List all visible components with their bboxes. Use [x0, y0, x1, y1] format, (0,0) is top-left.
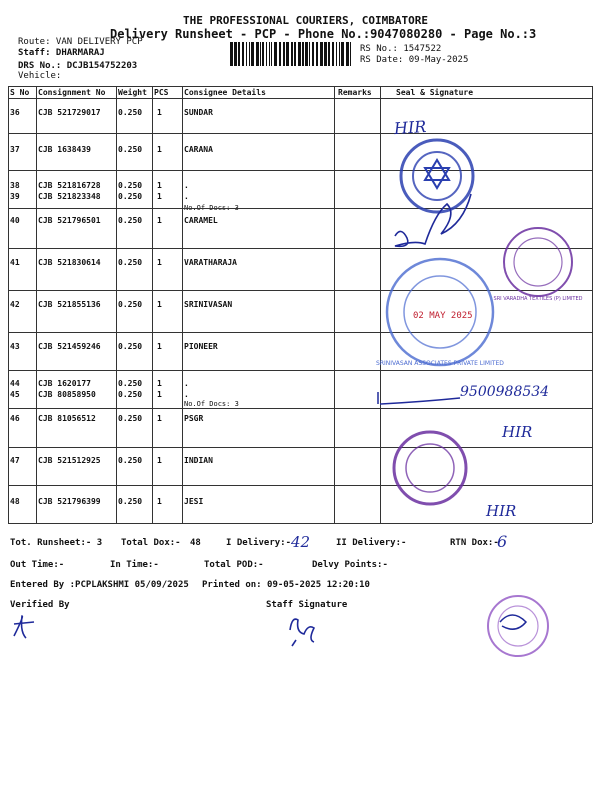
- verified-by: Verified By: [10, 600, 70, 610]
- docs-note: No.Of Docs: 3: [184, 204, 239, 212]
- col-seal: Seal & Signature: [396, 88, 474, 97]
- cell-cno: CJB 521512925: [38, 456, 101, 465]
- rtn-dox-handwritten: 6: [497, 532, 508, 551]
- cell-name: INDIAN: [184, 456, 213, 465]
- cell-cno: CJB 521855136: [38, 300, 101, 309]
- cell-sno: 46: [10, 414, 20, 423]
- cell-cno: CJB 521459246: [38, 342, 101, 351]
- company-title: THE PROFESSIONAL COURIERS, COIMBATORE: [183, 14, 429, 27]
- rtn-dox-label: RTN Dox:-: [450, 538, 499, 548]
- ii-delivery-label: II Delivery:-: [336, 538, 407, 548]
- cell-name: CARANA: [184, 145, 213, 154]
- cell-wt: 0.250: [118, 181, 143, 190]
- drs-number: DRS No.: DCJB154752203: [18, 61, 138, 71]
- cell-name: PIONEER: [184, 342, 218, 351]
- cell-wt: 0.250: [118, 414, 143, 423]
- i-delivery-handwritten: 42: [291, 533, 311, 551]
- col-consignee: Consignee Details: [184, 88, 266, 97]
- cell-pcs: 1: [157, 379, 162, 388]
- stamp-date: 02 MAY 2025: [413, 311, 473, 321]
- varadha-stamp: [504, 228, 572, 296]
- srinivasan-stamp-text: SRINIVASAN ASSOCIATES PRIVATE LIMITED: [376, 360, 504, 367]
- handwritten-phone: 9500988534: [460, 384, 550, 400]
- cell-cno: CJB 521796399: [38, 497, 101, 506]
- bottom-purple-stamp: [488, 596, 548, 656]
- cell-sno: 45: [10, 390, 20, 399]
- cell-name: .: [184, 181, 189, 190]
- col-sno: S No: [10, 88, 30, 97]
- cell-name: .: [184, 390, 189, 399]
- cell-sno: 39: [10, 192, 20, 201]
- cell-wt: 0.250: [118, 497, 143, 506]
- cell-wt: 0.250: [118, 456, 143, 465]
- cell-sno: 43: [10, 342, 20, 351]
- total-dox-label: Total Dox:-: [121, 538, 181, 548]
- cell-pcs: 1: [157, 497, 162, 506]
- docs-note: No.Of Docs: 3: [184, 400, 239, 408]
- handwritten-sig-1: HIR: [393, 116, 427, 139]
- cell-wt: 0.250: [118, 192, 143, 201]
- runsheet-title: Delivery Runsheet - PCP - Phone No.:9047080280 - Page No.:3: [110, 27, 537, 41]
- i-delivery-label: I Delivery:-: [226, 538, 292, 548]
- cell-pcs: 1: [157, 300, 162, 309]
- col-pcs: PCS: [154, 88, 169, 97]
- in-time: In Time:-: [110, 560, 159, 570]
- cell-cno: CJB 521796501: [38, 216, 101, 225]
- entered-by: Entered By :PCPLAKSHMI 05/09/2025: [10, 580, 189, 590]
- cell-cno: CJB 81056512: [38, 414, 96, 423]
- cell-cno: CJB 1638439: [38, 145, 91, 154]
- cell-name: SRINIVASAN: [184, 300, 233, 309]
- cell-name: CARAMEL: [184, 216, 218, 225]
- cell-pcs: 1: [157, 258, 162, 267]
- verified-signature: [14, 616, 34, 638]
- cell-cno: CJB 80858950: [38, 390, 96, 399]
- printed-on: Printed on: 09-05-2025 12:20:10: [202, 580, 370, 590]
- tot-runsheet: Tot. Runsheet:- 3: [10, 538, 103, 548]
- cell-wt: 0.250: [118, 390, 143, 399]
- handwritten-sig-2: HIR: [502, 423, 533, 441]
- cell-pcs: 1: [157, 192, 162, 201]
- cell-sno: 38: [10, 181, 20, 190]
- cell-wt: 0.250: [118, 300, 143, 309]
- cell-pcs: 1: [157, 342, 162, 351]
- handwritten-sig-3: HIR: [486, 502, 517, 520]
- cell-wt: 0.250: [118, 145, 143, 154]
- total-dox-value: 48: [190, 538, 201, 548]
- signature-scribble: [395, 194, 471, 246]
- cell-cno: CJB 521729017: [38, 108, 101, 117]
- cell-pcs: 1: [157, 145, 162, 154]
- cell-sno: 41: [10, 258, 20, 267]
- vehicle: Vehicle:: [18, 71, 62, 81]
- cell-pcs: 1: [157, 181, 162, 190]
- cell-cno: CJB 521830614: [38, 258, 101, 267]
- route: Route: VAN DELIVERY PCP: [18, 37, 143, 47]
- cell-wt: 0.250: [118, 258, 143, 267]
- staff-signature: [290, 619, 314, 646]
- staff-signature-label: Staff Signature: [266, 600, 348, 610]
- col-weight: Weight: [118, 88, 147, 97]
- cell-name: PSGR: [184, 414, 204, 423]
- rs-number: RS No.: 1547522: [360, 44, 442, 54]
- cell-name: JESI: [184, 497, 204, 506]
- cell-sno: 40: [10, 216, 20, 225]
- col-consignment: Consignment No: [38, 88, 106, 97]
- cell-wt: 0.250: [118, 342, 143, 351]
- delvy-points: Delvy Points:-: [312, 560, 388, 570]
- cell-name: .: [184, 379, 189, 388]
- cell-cno: CJB 521816728: [38, 181, 101, 190]
- cell-wt: 0.250: [118, 216, 143, 225]
- cell-pcs: 1: [157, 390, 162, 399]
- cell-sno: 42: [10, 300, 20, 309]
- cell-pcs: 1: [157, 108, 162, 117]
- cell-cno: CJB 521823348: [38, 192, 101, 201]
- cell-pcs: 1: [157, 414, 162, 423]
- signature-line: [378, 392, 460, 404]
- cell-pcs: 1: [157, 216, 162, 225]
- cell-sno: 44: [10, 379, 20, 388]
- purple-round-stamp: [394, 432, 466, 504]
- total-pod: Total POD:-: [204, 560, 264, 570]
- blue-seal-stamp: [401, 140, 473, 212]
- varadha-stamp-text: SRI VARADHA TEXTILES (P) LIMITED: [493, 296, 583, 302]
- cell-sno: 36: [10, 108, 20, 117]
- cell-sno: 48: [10, 497, 20, 506]
- rs-date: RS Date: 09-May-2025: [360, 55, 469, 65]
- cell-sno: 37: [10, 145, 20, 154]
- cell-cno: CJB 1620177: [38, 379, 91, 388]
- staff: Staff: DHARMARAJ: [18, 48, 105, 58]
- cell-sno: 47: [10, 456, 20, 465]
- cell-name: SUNDAR: [184, 108, 213, 117]
- cell-wt: 0.250: [118, 108, 143, 117]
- cell-wt: 0.250: [118, 379, 143, 388]
- col-remarks: Remarks: [338, 88, 372, 97]
- out-time: Out Time:-: [10, 560, 65, 570]
- cell-pcs: 1: [157, 456, 162, 465]
- cell-name: VARATHARAJA: [184, 258, 237, 267]
- cell-name: .: [184, 192, 189, 201]
